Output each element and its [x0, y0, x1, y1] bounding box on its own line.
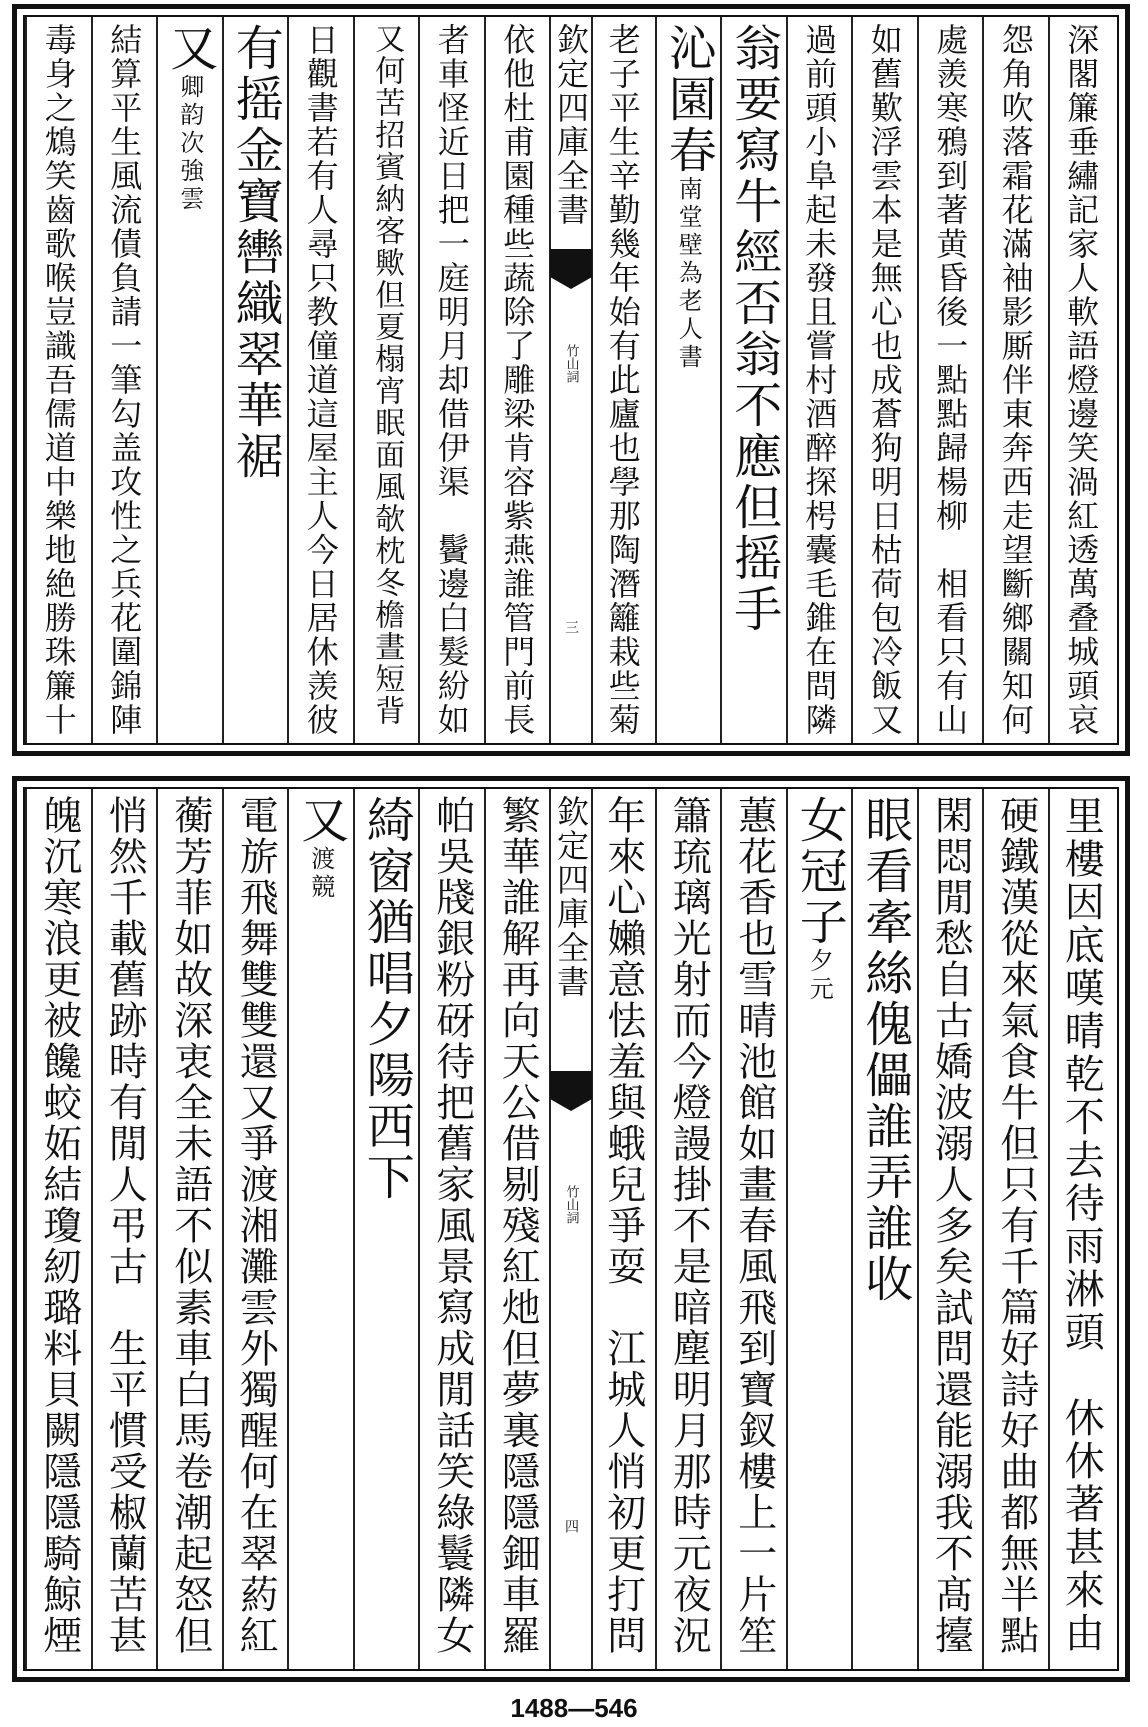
- text-column: [418, 17, 484, 743]
- column-text: 又何苦招賓納客歟但夏榻宵眠面風欹枕冬檐晝短背: [369, 23, 405, 727]
- tune-title: 女冠子: [791, 795, 848, 948]
- column-text: 電旂飛舞雙雙還又爭渡湘灘雲外獨醒何在翠葯紅: [233, 795, 279, 1656]
- heading-notes: [177, 74, 203, 214]
- column-text: 日觀書若有人尋只教僮道這屋主人今日居休羡彼: [301, 23, 340, 737]
- lower-page: [12, 776, 1130, 1682]
- column-text: 眼看牽絲傀儡誰弄誰收: [856, 795, 913, 1305]
- text-column: [786, 17, 852, 743]
- text-column: [655, 789, 721, 1669]
- center-spine: [549, 17, 593, 743]
- heading-note: 渡: [306, 846, 335, 874]
- text-column: [156, 789, 222, 1669]
- column-text: 年來心嬾意怯羞與蛾兒爭耍 江城人悄初更打問: [600, 795, 646, 1656]
- column-text: 有摇金寶轡織翠華裾: [227, 23, 284, 482]
- column-text: 處羨寒鴉到著黄昏後一點點歸楊柳 相看只有山: [931, 23, 970, 737]
- column-text: 翁要寫牛經否翁不應但摇手: [725, 23, 782, 635]
- column-text: 繁華誰解再向天公借剔殘紅灺但夢裏隱隱鈿車羅: [495, 795, 541, 1656]
- heading-note: 元: [805, 976, 834, 1004]
- tune-title: 又: [292, 795, 349, 846]
- tune-title: 又: [161, 23, 218, 74]
- column-text: 者車怪近日把一庭明月却借伊渠 鬢邊白髮紛如: [432, 23, 471, 737]
- spine-page-number: 三: [563, 620, 579, 634]
- column-text: 過前頭小阜起未發且嘗村酒醉探枵囊毛錐在問隣: [800, 23, 839, 737]
- text-column: [589, 789, 655, 1669]
- text-column: [91, 17, 157, 743]
- column-text: 結算平生風流債負請一筆勾盖攻性之兵花圍錦陣: [105, 23, 144, 737]
- upper-page: [12, 4, 1130, 756]
- text-column: [655, 17, 721, 743]
- heading-notes: [806, 948, 832, 1004]
- text-column: [851, 789, 917, 1669]
- column-text: 蕙花香也雪晴池館如畫春風飛到寶釵樓上一片笙: [731, 795, 777, 1656]
- text-column: [91, 789, 157, 1669]
- heading-note: 為老人書: [674, 260, 703, 372]
- text-column: [786, 789, 852, 1669]
- text-column: [25, 789, 91, 1669]
- page-footer-number: 1488—546: [510, 1693, 638, 1723]
- text-column: [851, 17, 917, 743]
- text-column: [917, 17, 983, 743]
- text-column: [982, 17, 1048, 743]
- column-text: 硬鐵漢從來氣食牛但只有千篇好詩好曲都無半點: [993, 795, 1039, 1656]
- text-column: [353, 17, 419, 743]
- text-column: [720, 17, 786, 743]
- poem-heading: [158, 23, 222, 214]
- poem-heading: [289, 795, 353, 902]
- heading-note: 競: [306, 874, 335, 902]
- heading-note: 卿韵: [175, 74, 204, 130]
- fishtail-ornament: [550, 1071, 592, 1111]
- heading-note: 夕: [805, 948, 834, 976]
- spine-colophon: 竹山詞: [563, 1185, 579, 1224]
- column-text: 毒身之鴆笑齒歌喉豈識吾儒道中樂地絶勝珠簾十: [39, 23, 78, 737]
- column-text: 綺窗猶唱夕陽西下: [358, 795, 415, 1203]
- text-column: [287, 17, 353, 743]
- text-column: [917, 789, 983, 1669]
- text-column: [25, 17, 91, 743]
- heading-notes: [675, 176, 701, 372]
- column-text: 悄然千載舊跡時有閒人弔古 生平慣受椒蘭苦甚: [102, 795, 148, 1656]
- spine-page-number: 四: [563, 1519, 579, 1533]
- column-text: 魄沉寒浪更被饞蛟妬結瓊紉璐料貝闕隱隱騎鯨煙: [36, 795, 82, 1656]
- column-text: 依他杜甫園種些蔬除了雕梁肯容紫燕誰管門前長: [498, 23, 537, 737]
- text-column: [156, 17, 222, 743]
- column-text: 老子平生辛勤幾年始有此廬也學那陶潛籬栽些菊: [603, 23, 642, 737]
- text-column: [353, 789, 419, 1669]
- poem-heading: [788, 795, 852, 1004]
- text-column: [287, 789, 353, 1669]
- text-column: [1048, 789, 1114, 1669]
- heading-note: 次強雲: [175, 130, 204, 214]
- text-column: [589, 17, 655, 743]
- column-text: 怨角吹落霜花滿袖影厮伴東奔西走望斷鄉關知何: [996, 23, 1035, 737]
- text-column: [222, 17, 288, 743]
- text-column: [222, 789, 288, 1669]
- text-column: [418, 789, 484, 1669]
- column-text: 里樓因底嘆晴乾不去待雨淋頭 休休著甚來由: [1058, 795, 1105, 1655]
- lower-page-frame: [23, 787, 1119, 1671]
- center-spine: [549, 789, 593, 1669]
- heading-notes: [308, 846, 334, 902]
- text-column: [484, 17, 550, 743]
- column-text: 蘅芳菲如故深衷全未語不似素車白馬卷潮起怒但: [167, 795, 213, 1656]
- heading-note: 南堂壁: [674, 176, 703, 260]
- column-text: 深閣簾垂繡記家人軟語燈邊笑渦紅透萬叠城頭哀: [1062, 23, 1101, 737]
- tune-title: 沁園春: [660, 23, 717, 176]
- spine-title: 欽定四庫全書: [552, 23, 590, 227]
- text-column: [982, 789, 1048, 1669]
- spine-title: 欽定四庫全書: [552, 795, 590, 999]
- text-column: [1048, 17, 1114, 743]
- fishtail-ornament: [550, 249, 592, 289]
- text-column: [484, 789, 550, 1669]
- upper-page-frame: [23, 15, 1119, 745]
- poem-heading: [657, 23, 721, 372]
- column-text: 閑悶閒愁自古嬌波溺人多矣試問還能溺我不髙擡: [928, 795, 974, 1656]
- column-text: 帕吳牋銀粉砑待把舊家風景寫成閒話笑綠鬟隣女: [429, 795, 475, 1656]
- spine-colophon: 竹山詞: [563, 344, 579, 383]
- text-column: [720, 789, 786, 1669]
- column-text: 簫琉璃光射而今燈謾掛不是暗塵明月那時元夜況: [666, 795, 712, 1656]
- column-text: 如舊歎浮雲本是無心也成蒼狗明日枯荷包冷飯又: [865, 23, 904, 737]
